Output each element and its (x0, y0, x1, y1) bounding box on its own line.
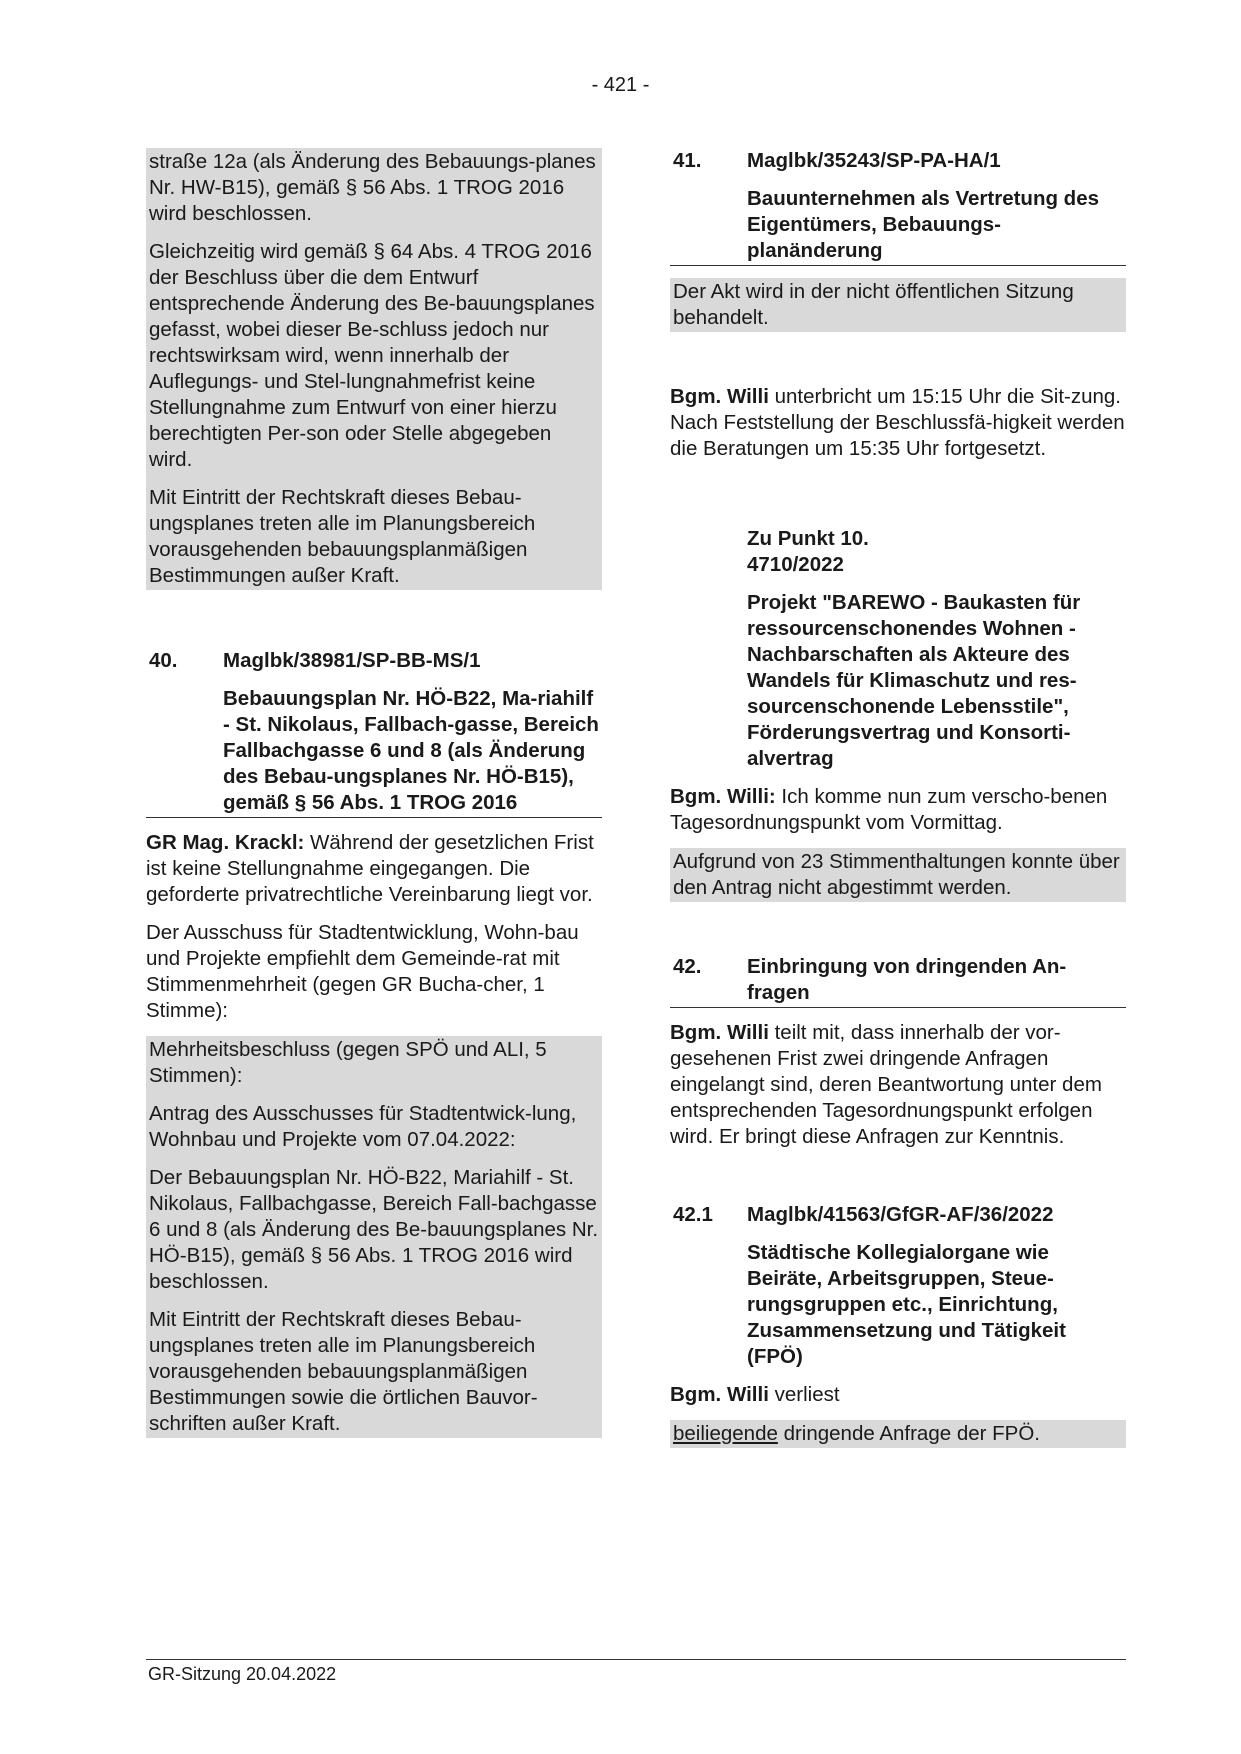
resolution-block (146, 1036, 602, 1438)
item-reference: 4710/2022 (747, 553, 844, 576)
item-40-heading (146, 648, 602, 674)
item-number: 41. (673, 149, 702, 172)
paragraph: Mehrheitsbeschluss (gegen SPÖ und ALI, 5 Stimmen): (149, 1038, 547, 1087)
deferred-item-heading (670, 526, 1126, 578)
paragraph: Aufgrund von 23 Stimmenthaltungen konnte über den Antrag nicht abgestimmt werden. (673, 850, 1120, 899)
paragraph: Der Akt wird in der nicht öffentlichen Sitzung behandelt. (673, 280, 1074, 329)
statement-text: Während der gesetzlichen Frist ist keine Stellungnahme eingegangen. Die geforderte privatrechtliche Vereinbarung liegt vor. (146, 831, 594, 906)
speaker-name: Bgm. Willi (670, 1021, 769, 1044)
speaker-statement (670, 1020, 1126, 1150)
item-42-heading (670, 954, 1126, 1008)
statement-text: teilt mit, dass innerhalb der vor-gesehenen Frist zwei dringende Anfragen eingelangt sind, deren Beantwortung unter dem entsprechenden Tagesordnungspunkt erfolgen wird. Er bringt diese Anfragen zur Kenntnis. (670, 1021, 1102, 1148)
item-title: Städtische Kollegialorgane wie Beiräte, Arbeitsgruppen, Steue-rungsgruppen etc., Einrichtung, Zusammensetzung und Tätigkeit (FPÖ) (747, 1241, 1066, 1368)
speaker-statement (670, 784, 1126, 836)
paragraph: Gleichzeitig wird gemäß § 64 Abs. 4 TROG 2016 der Beschluss über die dem Entwurf entsprechende Änderung des Be-bauungsplanes gefasst, wobei dieser Be-schluss jedoch nur rechtswirksam wird, wenn innerhalb der Auflegungs- und Stel-lungnahmefrist keine Stellungnahme zum Entwurf von einer hierzu berechtigten Per-son oder Stelle abgegeben wird. (149, 240, 595, 471)
item-label: Zu Punkt 10. (747, 527, 869, 550)
item-41-heading (670, 148, 1126, 174)
resolution-block (670, 1420, 1126, 1448)
speaker-name: Bgm. Willi: (670, 785, 776, 808)
resolution-block-continued (146, 148, 602, 590)
deferred-item-title: Projekt "BAREWO - Baukasten für ressourcenschonendes Wohnen - Nachbarschaften als Akteure des Wandels für Klimaschutz und res-sourcenschonende Lebensstile", Förderungsvertrag und Konsorti-alvertrag (747, 591, 1081, 770)
item-title: Bebauungsplan Nr. HÖ-B22, Ma-riahilf - St. Nikolaus, Fallbach-gasse, Bereich Fallbachgasse 6 und 8 (als Änderung des Bebau-ungsplanes Nr. HÖ-B15), gemäß § 56 Abs. 1 TROG 2016 (223, 687, 599, 814)
item-reference: Maglbk/38981/SP-BB-MS/1 (223, 649, 481, 672)
statement-text: unterbricht um 15:15 Uhr die Sit-zung. Nach Feststellung der Beschlussfä-higkeit werden die Beratungen um 15:35 Uhr fortgesetzt. (670, 385, 1125, 460)
paragraph: straße 12a (als Änderung des Bebauungs-planes Nr. HW-B15), gemäß § 56 Abs. 1 TROG 2016 wird beschlossen. (149, 150, 596, 225)
paragraph: Mit Eintritt der Rechtskraft dieses Bebau-ungsplanes treten alle im Planungsbereich vorausgehenden bebauungsplanmäßigen Bestimmungen sowie die örtlichen Bauvor-schriften außer Kraft. (149, 1308, 538, 1435)
item-42-1-heading (670, 1202, 1126, 1228)
attachment-link[interactable]: beiliegende (673, 1422, 778, 1445)
paragraph: Der Ausschuss für Stadtentwicklung, Wohn-bau und Projekte empfiehlt dem Gemeinde-rat mit Stimmenmehrheit (gegen GR Bucha-cher, 1 Stimme): (146, 921, 579, 1022)
item-42-1-title-block (670, 1240, 1126, 1370)
speaker-statement (670, 384, 1126, 462)
left-column (146, 148, 602, 1438)
speaker-statement (146, 830, 602, 908)
item-title: Einbringung von dringenden An-fragen (747, 955, 1067, 1004)
item-41-title-block (670, 186, 1126, 266)
resolution-block (670, 848, 1126, 902)
item-number: 42.1 (673, 1203, 713, 1226)
footer-divider (146, 1659, 1126, 1660)
statement-text: verliest (768, 1383, 840, 1406)
resolution-block (670, 278, 1126, 332)
item-40-title-block (146, 686, 602, 818)
footer-session-date: GR-Sitzung 20.04.2022 (148, 1664, 337, 1684)
speaker-name: Bgm. Willi (670, 385, 769, 408)
item-title: Bauunternehmen als Vertretung des Eigentümers, Bebauungs-planänderung (747, 187, 1100, 262)
item-number: 40. (149, 649, 178, 672)
statement-text: dringende Anfrage der FPÖ. (777, 1422, 1040, 1445)
paragraph: Antrag des Ausschusses für Stadtentwick-lung, Wohnbau und Projekte vom 07.04.2022: (149, 1102, 577, 1151)
page-number: - 421 - (591, 74, 650, 96)
right-column (670, 148, 1126, 1448)
item-reference: Maglbk/35243/SP-PA-HA/1 (747, 149, 1001, 172)
speaker-name: GR Mag. Krackl: (146, 831, 305, 854)
item-number: 42. (673, 955, 702, 978)
speaker-statement (670, 1382, 1126, 1408)
item-reference: Maglbk/41563/GfGR-AF/36/2022 (747, 1203, 1054, 1226)
paragraph: Mit Eintritt der Rechtskraft dieses Bebau-ungsplanes treten alle im Planungsbereich vorausgehenden bebauungsplanmäßigen Bestimmungen außer Kraft. (149, 486, 536, 587)
paragraph (673, 1421, 1123, 1447)
paragraph: Der Bebauungsplan Nr. HÖ-B22, Mariahilf - St. Nikolaus, Fallbachgasse, Bereich Fall-bachgasse 6 und 8 (als Änderung des Be-bauungsplanes Nr. HÖ-B15), gemäß § 56 Abs. 1 TROG 2016 wird beschlossen. (149, 1166, 599, 1293)
statement-text: Ich komme nun zum verscho-benen Tagesordnungspunkt vom Vormittag. (670, 785, 1108, 834)
speaker-name: Bgm. Willi (670, 1383, 769, 1406)
